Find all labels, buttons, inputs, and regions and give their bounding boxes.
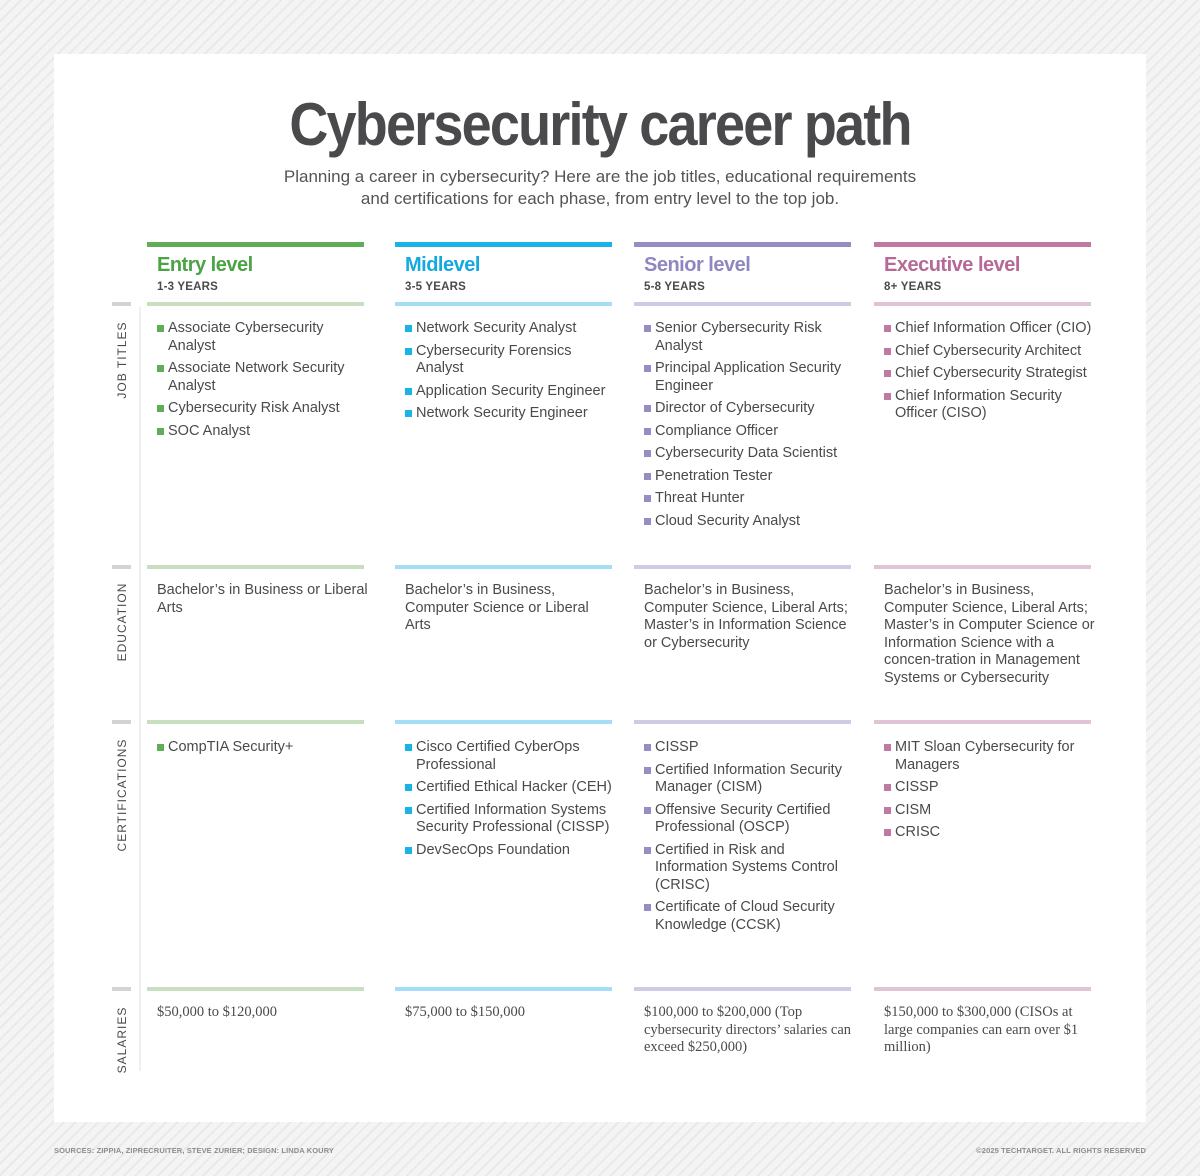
bullet-square-icon (405, 784, 412, 791)
midlevel-certifications-list (405, 739, 615, 864)
subtitle-line-2: and certifications for each phase, from entry level to the top job. (360, 188, 840, 208)
executive-level-title: Executive level (884, 254, 1020, 276)
executive-level-certifications-list (884, 739, 1094, 847)
job-title-item (644, 423, 854, 441)
entry-level-education-bar (147, 565, 364, 569)
midlevel-job-titles-list (405, 320, 615, 428)
midlevel-title: Midlevel (405, 254, 480, 276)
bullet-square-icon (644, 450, 651, 457)
job-title-item (157, 360, 367, 395)
subtitle-line-1: Planning a career in cybersecurity? Here are the job titles, educational requirements (283, 167, 917, 186)
senior-level-salary: $100,000 to $200,000 (Top cybersecurity directors’ salaries can exceed $250,000) (644, 1004, 852, 1055)
senior-level-certifications-list (644, 739, 854, 939)
page-title: Cybersecurity career path (289, 91, 911, 158)
bullet-square-icon (884, 393, 891, 400)
row-label-certifications: CERTIFICATIONS (115, 738, 129, 852)
certification-item (884, 779, 1094, 797)
copyright-notice: ©2025 TECHTARGET. ALL RIGHTS RESERVED (976, 1146, 1146, 1155)
entry-level-job-titles-list (157, 320, 367, 445)
midlevel-salaries-bar (395, 987, 612, 991)
bullet-square-icon (644, 405, 651, 412)
bullet-square-icon (405, 807, 412, 814)
certification-item (405, 842, 615, 860)
job-title-item (644, 490, 854, 508)
certification-text: Certified Ethical Hacker (CEH) (416, 779, 612, 795)
job-title-text: Senior Cybersecurity Risk Analyst (655, 320, 822, 354)
job-title-text: Chief Cybersecurity Strategist (895, 365, 1087, 381)
bullet-square-icon (884, 807, 891, 814)
bullet-square-icon (884, 370, 891, 377)
senior-level-years: 5-8 YEARS (644, 281, 706, 293)
midlevel-job-titles-bar (395, 302, 612, 306)
job-title-text: Penetration Tester (655, 467, 773, 484)
certification-item (884, 802, 1094, 820)
senior-level-job-titles-list (644, 320, 854, 535)
certification-text: CompTIA Security+ (168, 739, 294, 755)
entry-level-job-titles-bar (147, 302, 364, 306)
job-title-text: Cybersecurity Risk Analyst (168, 400, 340, 416)
job-title-text: Associate Cybersecurity Analyst (168, 320, 324, 354)
certification-text: Certified in Risk and Information Systems Control (CRISC) (655, 841, 838, 893)
job-title-item (157, 423, 367, 441)
bullet-square-icon (644, 807, 651, 814)
certification-text: DevSecOps Foundation (416, 841, 570, 858)
job-title-item (644, 360, 854, 395)
job-title-text: Director of Cybersecurity (655, 400, 815, 416)
bullet-square-icon (644, 847, 651, 854)
executive-level-job-titles-list (884, 320, 1094, 428)
certification-item (644, 802, 854, 837)
certification-text: MIT Sloan Cybersecurity for Managers (895, 739, 1075, 773)
bullet-square-icon (157, 325, 164, 332)
entry-level-certifications-bar (147, 720, 364, 724)
bullet-square-icon (644, 473, 651, 480)
row-marker-salaries (112, 987, 131, 991)
job-title-text: Chief Information Officer (CIO) (895, 320, 1092, 336)
certification-text: Cisco Certified CyberOps Professional (416, 739, 580, 773)
job-title-item (644, 320, 854, 355)
bullet-square-icon (157, 428, 164, 435)
bullet-square-icon (157, 365, 164, 372)
job-title-text: Chief Cybersecurity Architect (895, 342, 1082, 359)
row-label-salaries: SALARIES (115, 1006, 129, 1074)
job-title-item (644, 445, 854, 463)
job-title-item (157, 320, 367, 355)
job-title-item (405, 383, 615, 401)
job-title-item (884, 320, 1094, 338)
certification-text: Certificate of Cloud Security Knowledge (CCSK) (655, 899, 835, 933)
job-title-item (157, 400, 367, 418)
certification-item (405, 779, 615, 797)
bullet-square-icon (644, 904, 651, 911)
job-title-text: Compliance Officer (655, 422, 779, 439)
job-title-text: Threat Hunter (655, 490, 745, 506)
job-title-item (405, 343, 615, 378)
bullet-square-icon (644, 365, 651, 372)
bullet-square-icon (644, 428, 651, 435)
certification-item (644, 739, 854, 757)
bullet-square-icon (157, 405, 164, 412)
certification-item (644, 899, 854, 934)
bullet-square-icon (405, 847, 412, 854)
job-title-item (884, 365, 1094, 383)
entry-level-salary: $50,000 to $120,000 (157, 1004, 278, 1020)
midlevel-education: Bachelor’s in Business, Computer Science or Liberal Arts (405, 582, 589, 633)
executive-level-education: Bachelor’s in Business, Computer Science, Liberal Arts; Master’s in Computer Science or Information Science with a concen-tration in Management Systems or Cybersecurity (884, 582, 1095, 686)
executive-level-certifications-bar (874, 720, 1091, 724)
bullet-square-icon (405, 325, 412, 332)
job-title-text: Network Security Analyst (416, 320, 577, 336)
job-title-text: Cybersecurity Data Scientist (655, 445, 838, 461)
senior-level-title: Senior level (644, 254, 751, 276)
executive-level-job-titles-bar (874, 302, 1091, 306)
row-label-education: EDUCATION (115, 582, 129, 662)
job-title-text: Network Security Engineer (416, 405, 588, 421)
executive-level-header-bar (874, 242, 1091, 247)
job-title-item (644, 468, 854, 486)
senior-level-job-titles-bar (634, 302, 851, 306)
bullet-square-icon (884, 744, 891, 751)
job-title-item (884, 343, 1094, 361)
bullet-square-icon (644, 767, 651, 774)
senior-level-certifications-bar (634, 720, 851, 724)
bullet-square-icon (884, 325, 891, 332)
job-title-item (405, 405, 615, 423)
certification-item (884, 739, 1094, 774)
row-label-job-titles: JOB TITLES (115, 321, 129, 399)
job-title-text: Application Security Engineer (416, 382, 606, 399)
certification-item (644, 762, 854, 797)
bullet-square-icon (405, 348, 412, 355)
certification-text: CISM (895, 801, 932, 818)
row-marker-education (112, 565, 131, 569)
certification-text: Certified Information Systems Security Professional (CISSP) (416, 801, 610, 835)
midlevel-certifications-bar (395, 720, 612, 724)
certification-item (157, 739, 367, 757)
certification-text: CRISC (895, 824, 941, 840)
certification-item (644, 842, 854, 895)
senior-level-education-bar (634, 565, 851, 569)
bullet-square-icon (405, 410, 412, 417)
entry-level-certifications-list (157, 739, 367, 762)
certification-text: CISSP (655, 739, 699, 755)
bullet-square-icon (884, 784, 891, 791)
senior-level-header-bar (634, 242, 851, 247)
job-title-text: Associate Network Security Analyst (168, 360, 345, 394)
job-title-text: Chief Information Security Officer (CISO) (895, 387, 1062, 421)
job-title-item (405, 320, 615, 338)
bullet-square-icon (644, 518, 651, 525)
senior-level-education: Bachelor’s in Business, Computer Science, Liberal Arts; Master’s in Information Science or Cybersecurity (644, 582, 848, 651)
job-title-item (644, 513, 854, 531)
job-title-text: Principal Application Security Engineer (655, 360, 842, 394)
midlevel-years: 3-5 YEARS (405, 281, 467, 293)
midlevel-education-bar (395, 565, 612, 569)
certification-item (884, 824, 1094, 842)
executive-level-salary: $150,000 to $300,000 (CISOs at large companies can earn over $1 million) (884, 1004, 1079, 1055)
bullet-square-icon (644, 495, 651, 502)
job-title-text: Cybersecurity Forensics Analyst (416, 342, 572, 376)
page-subtitle (0, 166, 1200, 209)
row-marker-job-titles (112, 302, 131, 306)
senior-level-salaries-bar (634, 987, 851, 991)
certification-text: CISSP (895, 779, 939, 795)
entry-level-title: Entry level (157, 254, 253, 276)
row-label-divider (139, 307, 141, 1071)
bullet-square-icon (157, 744, 164, 751)
executive-level-education-bar (874, 565, 1091, 569)
certification-item (405, 739, 615, 774)
certification-text: Offensive Security Certified Professional (OSCP) (655, 801, 831, 835)
job-title-text: Cloud Security Analyst (655, 512, 801, 529)
bullet-square-icon (405, 388, 412, 395)
entry-level-years: 1-3 YEARS (157, 281, 219, 293)
midlevel-salary: $75,000 to $150,000 (405, 1004, 526, 1020)
entry-level-salaries-bar (147, 987, 364, 991)
bullet-square-icon (644, 325, 651, 332)
midlevel-header-bar (395, 242, 612, 247)
row-marker-certifications (112, 720, 131, 724)
entry-level-header-bar (147, 242, 364, 247)
sources-credit: SOURCES: ZIPPIA, ZIPRECRUITER, STEVE ZURIER; DESIGN: LINDA KOURY (54, 1146, 335, 1155)
bullet-square-icon (644, 744, 651, 751)
bullet-square-icon (884, 348, 891, 355)
entry-level-education: Bachelor’s in Business or Liberal Arts (157, 582, 368, 616)
executive-level-years: 8+ YEARS (884, 281, 942, 293)
certification-text: Certified Information Security Manager (CISM) (655, 761, 842, 795)
job-title-text: SOC Analyst (168, 422, 251, 439)
bullet-square-icon (884, 829, 891, 836)
certification-item (405, 802, 615, 837)
job-title-item (644, 400, 854, 418)
job-title-item (884, 388, 1094, 423)
bullet-square-icon (405, 744, 412, 751)
executive-level-salaries-bar (874, 987, 1091, 991)
